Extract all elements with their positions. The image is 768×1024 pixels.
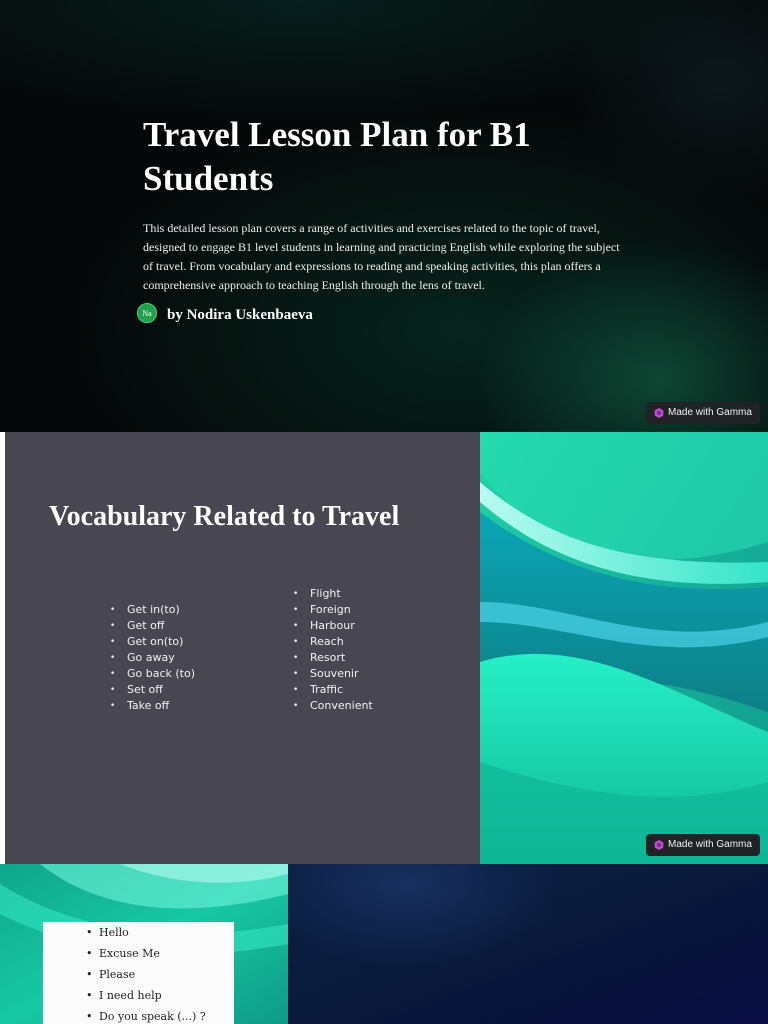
bullet-dot: • — [110, 669, 116, 679]
bullet-dot: • — [86, 1010, 93, 1023]
vocabulary-heading: Vocabulary Related to Travel — [49, 501, 400, 532]
list-item: • Go away — [110, 651, 175, 664]
bullet-dot: • — [86, 989, 93, 1002]
slide-description: This detailed lesson plan covers a range of activities and exercises related to the topic of travel, designed to engage B1 level students in learning and practicing English while exploring the subject of travel. From vocabulary and expressions to reading and speaking activities, this plan offers a comprehensive approach to teaching English through the lens of travel. — [143, 221, 620, 292]
list-item: • Do you speak (...) ? — [86, 1006, 206, 1024]
bullet-dot: • — [293, 605, 299, 615]
bullet-dot: • — [86, 968, 93, 981]
dark-blue-panel — [288, 864, 768, 1024]
bullet-dot: • — [110, 685, 116, 695]
bullet-dot: • — [86, 947, 93, 960]
author-avatar: Na — [137, 303, 157, 323]
bullet-dot: • — [293, 621, 299, 631]
vocabulary-panel — [5, 432, 480, 864]
slide-title — [0, 0, 768, 432]
slide-title-heading: Travel Lesson Plan for B1 Students — [143, 115, 531, 198]
bullet-dot: • — [293, 685, 299, 695]
bullet-dot: • — [110, 621, 116, 631]
bullet-dot: • — [293, 669, 299, 679]
list-item: • Excuse Me — [86, 943, 206, 964]
list-item: • Get off — [110, 619, 165, 632]
phrasal-verbs-list — [110, 602, 195, 714]
list-item: • Souvenir — [293, 667, 359, 680]
author-name: by Nodira Uskenbaeva — [167, 307, 313, 323]
list-item: • Resort — [293, 651, 346, 664]
list-item: • Harbour — [293, 619, 355, 632]
list-item: • Take off — [110, 699, 170, 712]
bullet-dot: • — [293, 637, 299, 647]
useful-phrases-list — [86, 922, 206, 1024]
list-item: • Foreign — [293, 603, 351, 616]
slide-vocabulary — [0, 432, 768, 864]
bullet-dot: • — [293, 701, 299, 711]
gamma-logo-icon — [654, 408, 664, 418]
list-item: • Traffic — [293, 683, 344, 696]
list-item: • Convenient — [293, 699, 373, 712]
made-with-gamma-button[interactable] — [646, 402, 760, 424]
made-with-gamma-button[interactable] — [646, 834, 760, 856]
travel-nouns-list — [293, 586, 373, 714]
teal-wave-image — [480, 432, 768, 864]
list-item: • Go back (to) — [110, 667, 196, 680]
bullet-dot: • — [86, 926, 93, 939]
bullet-dot: • — [110, 637, 116, 647]
bullet-dot: • — [293, 653, 299, 663]
list-item: • Reach — [293, 635, 344, 648]
list-item: • Get in(to) — [110, 603, 180, 616]
bullet-dot: • — [110, 701, 116, 711]
list-item: • I need help — [86, 985, 206, 1006]
list-item: • Hello — [86, 922, 206, 943]
list-item: • Set off — [110, 683, 163, 696]
phrases-card — [43, 922, 234, 1024]
made-with-gamma-label: Made with Gamma — [668, 407, 752, 418]
bullet-dot: • — [110, 605, 116, 615]
made-with-gamma-label: Made with Gamma — [668, 839, 752, 850]
gamma-logo-icon — [654, 840, 664, 850]
slide-phrases — [0, 864, 768, 1024]
bullet-dot: • — [293, 589, 299, 599]
bullet-dot: • — [110, 653, 116, 663]
list-item: • Get on(to) — [110, 635, 184, 648]
list-item: • Flight — [293, 587, 341, 600]
list-item: • Please — [86, 964, 206, 985]
